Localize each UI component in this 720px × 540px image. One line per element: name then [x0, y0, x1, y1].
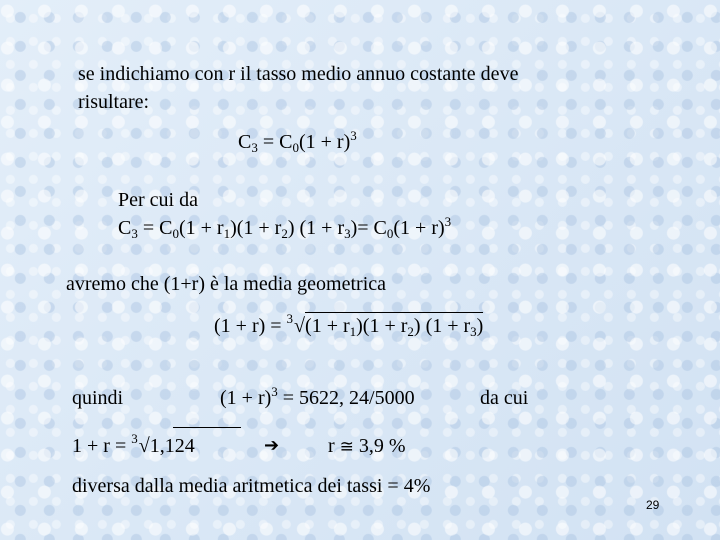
eq2-f2-sub: 2 — [281, 226, 288, 241]
intro-line-2: risultare: — [78, 91, 150, 113]
equation-c3 — [238, 130, 357, 154]
eq1-paren: (1 + r) — [298, 131, 351, 153]
eq2-f1-sub: 1 — [223, 226, 231, 241]
eq3-s2: 2 — [407, 324, 414, 339]
equation-product — [118, 216, 451, 240]
eq5-lhs: 1 + r = — [72, 435, 132, 457]
equation-cube-root — [72, 431, 195, 458]
page-number: 29 — [646, 498, 660, 512]
intro-line-1: se indichiamo con r il tasso medio annuo costante deve — [78, 63, 519, 85]
eq3-radicand — [305, 312, 483, 337]
approx-equal-icon: ≅ — [339, 437, 354, 457]
eq2-f1: (1 + r — [178, 217, 224, 239]
eq3-s3: 3 — [470, 324, 477, 339]
eq2-tail: )= C — [350, 217, 387, 239]
eq4-rhs: = 5622, 24/5000 — [277, 387, 415, 409]
eq1-lhs-sub: 3 — [251, 140, 258, 155]
da-cui-label: da cui — [480, 387, 529, 409]
eq2-c0-sub: 0 — [172, 226, 179, 241]
eq3-r2: )(1 + r — [356, 315, 408, 337]
eq3-s1: 1 — [349, 324, 357, 339]
eq6-rhs: 3,9 % — [353, 435, 406, 457]
eq3-r4: ) — [476, 315, 484, 337]
eq5-root-index: 3 — [131, 431, 138, 446]
eq5-value: 1,124 — [149, 435, 195, 457]
equation-result — [328, 434, 406, 459]
eq4-pow: 3 — [271, 384, 278, 399]
eq1-eq: = C — [257, 131, 293, 153]
eq2-mid: = C — [137, 217, 173, 239]
eq4-lhs: (1 + r) — [220, 387, 272, 409]
eq2-c: C — [118, 217, 132, 239]
eq1-pow: 3 — [350, 128, 357, 143]
eq3-r3: ) (1 + r — [413, 315, 471, 337]
eq2-tail-sub: 0 — [386, 226, 394, 241]
root-overbar — [173, 427, 241, 428]
eq2-f2: )(1 + r — [230, 217, 282, 239]
eq3-root-index: 3 — [286, 311, 294, 326]
quindi-label: quindi — [72, 387, 124, 409]
per-cui-label: Per cui da — [118, 189, 198, 211]
eq5-root-icon: √ — [138, 435, 150, 457]
eq1-lhs: C — [238, 131, 252, 153]
equation-geometric-mean — [214, 311, 484, 339]
implies-arrow-icon: ➔ — [264, 435, 280, 456]
eq2-tail2: (1 + r) — [393, 217, 445, 239]
eq3-root-icon: √ — [294, 315, 306, 337]
eq2-pow: 3 — [444, 214, 452, 229]
equation-power — [220, 386, 415, 410]
eq1-c-sub: 0 — [292, 140, 299, 155]
conclusion-line: diversa dalla media aritmetica dei tassi = 4% — [72, 475, 431, 497]
eq2-f3-sub: 3 — [344, 226, 351, 241]
eq2-f3: ) (1 + r — [287, 217, 345, 239]
eq6-lhs: r — [328, 435, 340, 457]
eq2-c-sub: 3 — [131, 226, 138, 241]
eq3-r1: (1 + r — [305, 315, 350, 337]
eq3-lhs: (1 + r) = — [214, 315, 287, 337]
avremo-line: avremo che (1+r) è la media geometrica — [66, 273, 386, 295]
